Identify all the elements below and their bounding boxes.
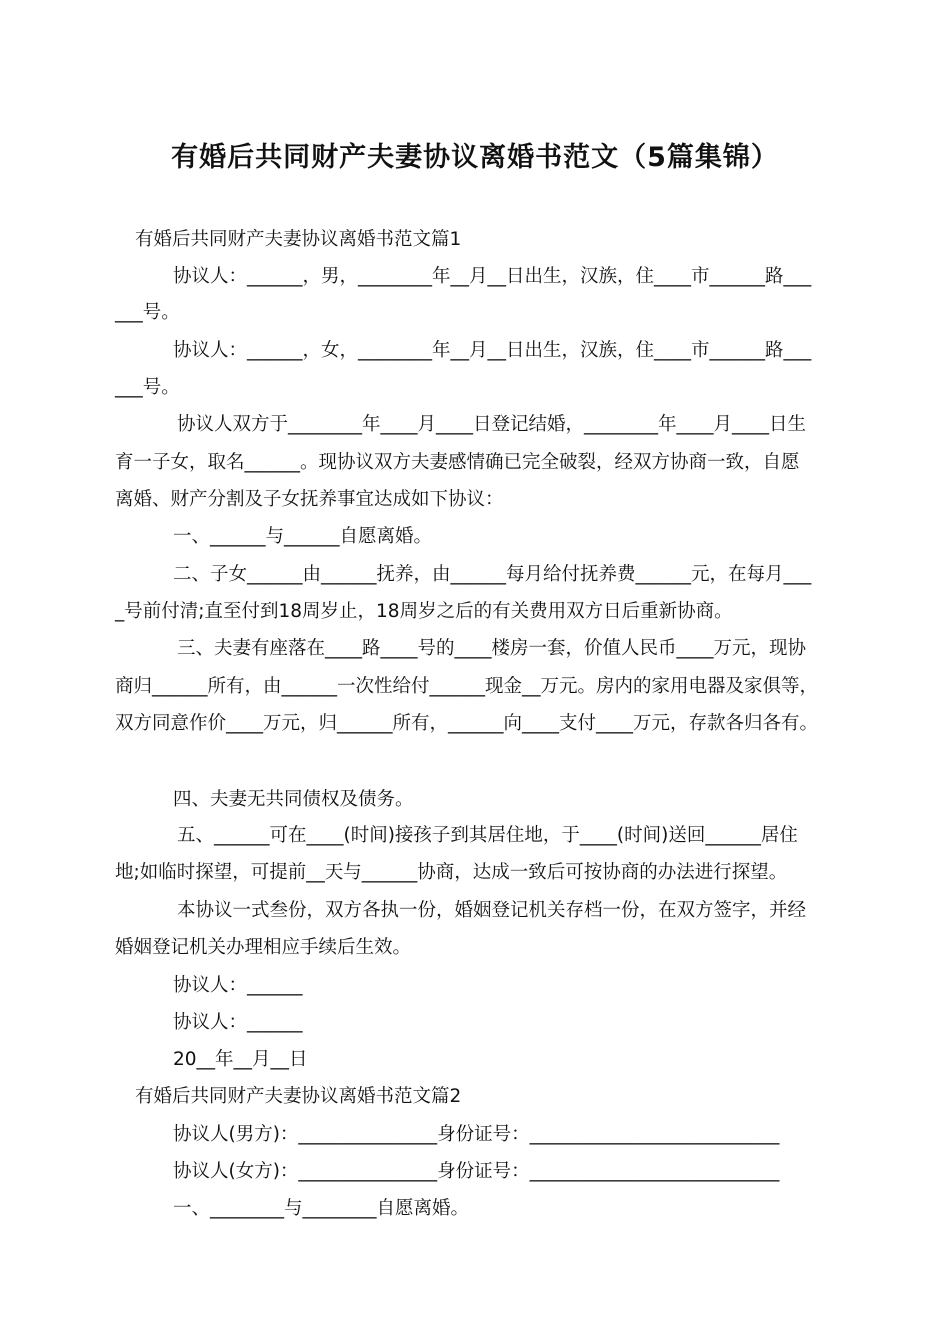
paragraph-line: 离婚、财产分割及子女抚养事宜达成如下协议： bbox=[115, 489, 504, 510]
paragraph-line: 五、______可在____(时间)接孩子到其居住地，于____(时间)送回______居住 bbox=[177, 825, 798, 846]
paragraph-line: 协议人双方于________年____月____日登记结婚，________年____月____日生 bbox=[177, 414, 807, 435]
section-heading-2: 有婚后共同财产夫妻协议离婚书范文篇2 bbox=[135, 1086, 462, 1107]
paragraph-line: 本协议一式叁份，双方各执一份，婚姻登记机关存档一份，在双方签字，并经 bbox=[177, 900, 807, 921]
signature-line: 协议人：______ bbox=[173, 975, 303, 996]
paragraph-line: 协议人：______，女，________年__月__日出生，汉族，住____市______路___ bbox=[173, 340, 812, 361]
section-heading-1: 有婚后共同财产夫妻协议离婚书范文篇1 bbox=[135, 229, 462, 250]
paragraph-line: 二、子女______由______抚养，由______每月给付抚养费______元，在每月___ bbox=[173, 564, 812, 585]
paragraph-line: 一、________与________自愿离婚。 bbox=[173, 1198, 470, 1219]
paragraph-line: 双方同意作价____万元，归______所有，______向____支付____万元，存款各归各有。 bbox=[115, 713, 819, 734]
paragraph-line: 一、______与______自愿离婚。 bbox=[173, 526, 433, 547]
date-line: 20__年__月__日 bbox=[173, 1049, 308, 1070]
paragraph-line: ___号。 bbox=[115, 302, 180, 323]
paragraph-line: 商归______所有，由______一次性给付______现金__万元。房内的家用电器及家俱等， bbox=[115, 676, 819, 697]
paragraph-line: 婚姻登记机关办理相应手续后生效。 bbox=[115, 937, 412, 958]
paragraph-line: 协议人(男方)：_______________身份证号：___________________________ bbox=[173, 1124, 780, 1145]
paragraph-line: 地;如临时探望，可提前__天与______协商，达成一致后可按协商的办法进行探望。 bbox=[115, 862, 788, 883]
document-title: 有婚后共同财产夫妻协议离婚书范文（5篇集锦） bbox=[171, 142, 779, 173]
paragraph-line: 协议人(女方)：_______________身份证号：___________________________ bbox=[173, 1161, 780, 1182]
paragraph-line: 四、夫妻无共同债权及债务。 bbox=[173, 789, 414, 810]
signature-line: 协议人：______ bbox=[173, 1012, 303, 1033]
paragraph-line: ___号。 bbox=[115, 377, 180, 398]
paragraph-line: _号前付清;直至付到18周岁止，18周岁之后的有关费用双方日后重新协商。 bbox=[115, 601, 733, 622]
paragraph-line: 育一子女，取名______。现协议双方夫妻感情确已完全破裂，经双方协商一致，自愿 bbox=[115, 452, 800, 473]
paragraph-line: 协议人：______，男，________年__月__日出生，汉族，住____市______路___ bbox=[173, 266, 812, 287]
paragraph-line: 三、夫妻有座落在____路____号的____楼房一套，价值人民币____万元，现协 bbox=[177, 638, 807, 659]
